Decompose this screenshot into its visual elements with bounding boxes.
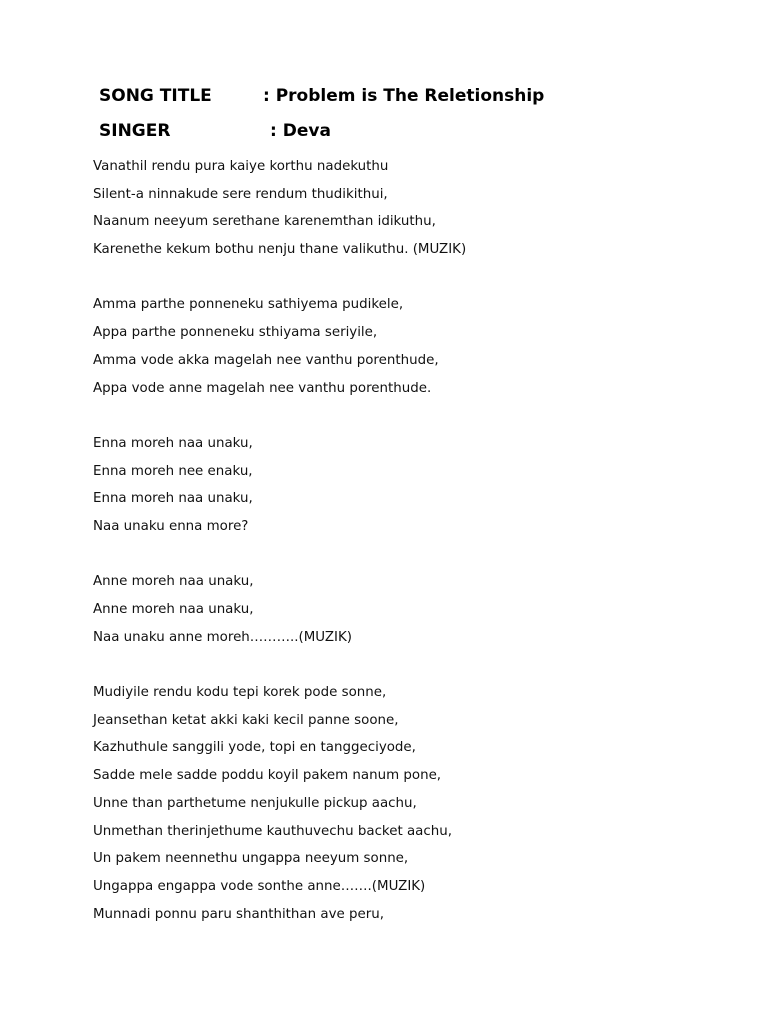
lyric-line: Enna moreh naa unaku, (93, 435, 253, 451)
lyrics-body (93, 153, 733, 956)
lyric-line: Kazhuthule sanggili yode, topi en tanggeciyode, (93, 740, 416, 756)
singer-value: : Deva (270, 121, 331, 141)
lyric-stanza (93, 679, 733, 928)
lyric-line: Enna moreh nee enaku, (93, 463, 253, 479)
lyric-line: Sadde mele sadde poddu koyil pakem nanum pone, (93, 768, 442, 784)
lyric-line: Mudiyile rendu kodu tepi korek pode sonne, (93, 685, 387, 701)
lyric-line: Munnadi ponnu paru shanthithan ave peru, (93, 906, 384, 922)
song-title-value: : Problem is The Reletionship (263, 86, 545, 106)
lyric-stanza (93, 568, 733, 651)
lyric-line: Amma parthe ponneneku sathiyema pudikele, (93, 297, 404, 313)
lyric-line: Amma vode akka magelah nee vanthu porenthude, (93, 352, 439, 368)
lyric-stanza (93, 291, 733, 402)
lyric-line: Un pakem neennethu ungappa neeyum sonne, (93, 851, 409, 867)
lyric-line: Naanum neeyum serethane karenemthan idikuthu, (93, 214, 436, 230)
lyric-stanza (93, 153, 733, 264)
lyric-line: Karenethe kekum bothu nenju thane valikuthu. (MUZIK) (93, 242, 467, 258)
lyric-line: Ungappa engappa vode sonthe anne…….(MUZIK) (93, 878, 426, 894)
lyric-line: Anne moreh naa unaku, (93, 602, 254, 617)
lyric-line: Silent-a ninnakude sere rendum thudikithui, (93, 186, 388, 202)
singer-label: SINGER (99, 121, 171, 141)
lyric-line: Appa vode anne magelah nee vanthu porenthude. (93, 380, 432, 396)
lyric-line: Jeansethan ketat akki kaki kecil panne soone, (93, 712, 399, 728)
lyric-line: Unmethan therinjethume kauthuvechu backet aachu, (93, 823, 452, 839)
lyric-line: Unne than parthetume nenjukulle pickup aachu, (93, 795, 417, 811)
lyric-line: Appa parthe ponneneku sthiyama seriyile, (93, 325, 378, 341)
song-title-label: SONG TITLE (99, 86, 212, 106)
lyric-line: Naa unaku anne moreh………..(MUZIK) (93, 629, 352, 645)
lyric-line: Enna moreh naa unaku, (93, 491, 253, 507)
lyric-line: Vanathil rendu pura kaiye korthu nadekuthu (93, 159, 389, 174)
lyric-line: Anne moreh naa unaku, (93, 574, 254, 590)
lyric-stanza (93, 430, 733, 541)
lyric-line: Naa unaku enna more? (93, 518, 249, 534)
